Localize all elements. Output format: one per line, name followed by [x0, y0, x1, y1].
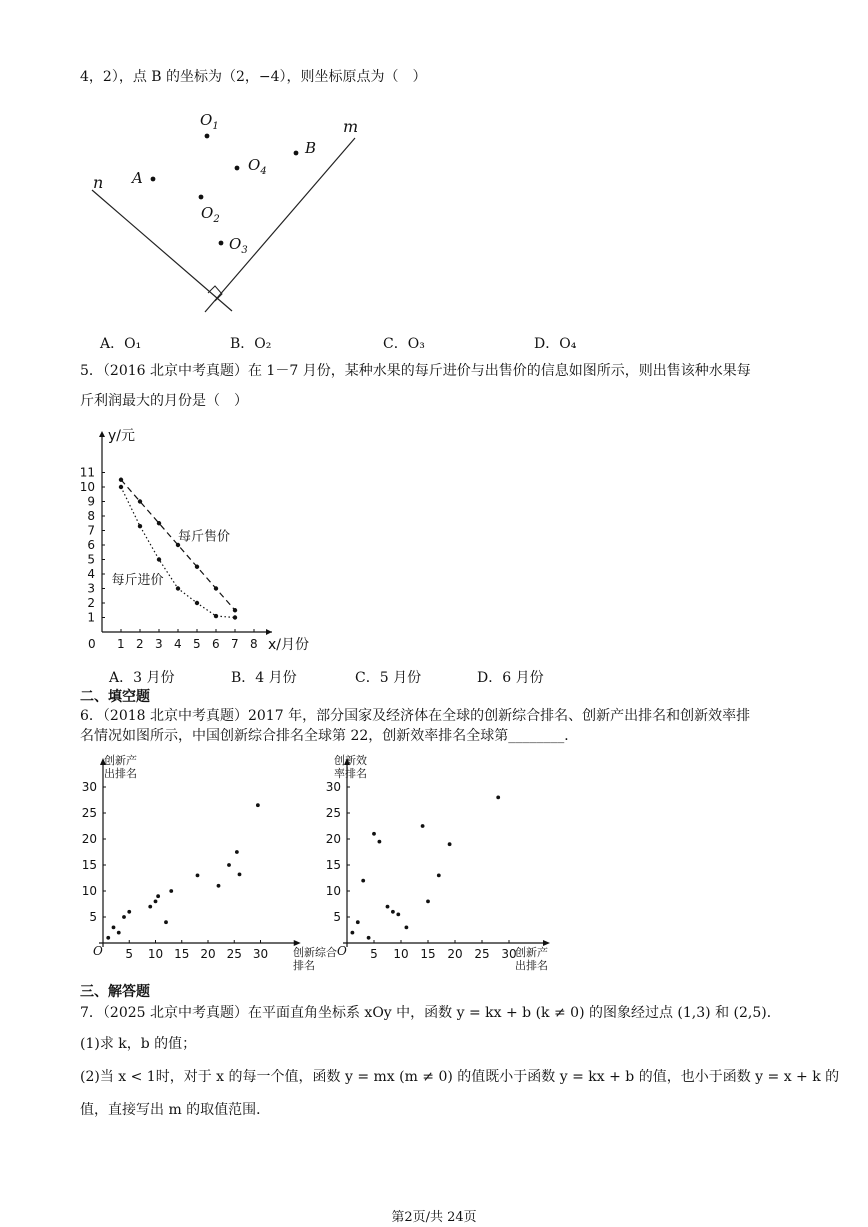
scatter-point	[148, 905, 152, 909]
y-tick-label: 8	[87, 509, 95, 523]
right-angle-mark	[208, 286, 222, 301]
data-point	[214, 614, 218, 618]
data-point	[138, 499, 142, 503]
q5-option-d: D．6 月份	[477, 670, 544, 686]
q4-option-a: A．O₁	[100, 336, 142, 352]
scatter-point	[196, 874, 200, 878]
scatter-point	[235, 850, 239, 854]
x-tick-label: 5	[370, 947, 378, 961]
x-tick-label: 5	[125, 947, 134, 961]
x-tick-label: 10	[393, 947, 409, 961]
y-tick-label: 9	[87, 494, 95, 509]
y-tick-label: 5	[89, 910, 97, 924]
data-point	[195, 601, 199, 605]
scatter-point	[351, 931, 355, 935]
scatter-point	[256, 803, 260, 807]
x-tick-label: 8	[250, 637, 258, 651]
label-O4: $O_4$	[248, 156, 267, 177]
x-axis-arrow	[266, 629, 272, 635]
y-tick-label: 15	[325, 858, 341, 872]
point-A	[151, 177, 156, 182]
q4-figure	[80, 108, 380, 318]
scatter-point	[386, 905, 390, 909]
y-axis-label: y/元	[108, 428, 136, 444]
scatter-point	[372, 832, 376, 836]
innovation-efficiency-scatter	[320, 750, 560, 980]
label-A: A	[132, 169, 143, 187]
x-tick-label: 6	[212, 637, 220, 651]
data-point	[176, 586, 180, 590]
data-point	[119, 485, 123, 489]
y-tick-label: 1	[87, 610, 95, 625]
scatter-point	[112, 926, 116, 930]
y-tick-label: 20	[81, 832, 97, 846]
q4-option-b: B．O₂	[230, 336, 272, 352]
data-point	[119, 478, 123, 482]
scatter-point	[391, 910, 395, 914]
data-point	[214, 586, 218, 590]
x-tick-label: 2	[136, 637, 144, 651]
scatter-point	[378, 840, 382, 844]
q7-part1: (1)求 k，b 的值；	[80, 1036, 197, 1052]
page-footer: 第2页/共 24页	[391, 1210, 477, 1225]
scatter-point	[426, 900, 430, 904]
scatter-point	[122, 915, 126, 919]
point-B	[294, 151, 299, 156]
x-tick-label: 3	[155, 637, 163, 651]
q4-text: 4，2），点 B 的坐标为（2，−4），则坐标原点为（ ）	[80, 69, 427, 85]
innovation-output-scatter	[80, 750, 337, 980]
point-O1	[205, 134, 210, 139]
section-answer: 三、解答题	[80, 984, 150, 1000]
x-axis-label: x/月份	[268, 637, 310, 653]
scatter-point	[156, 894, 160, 898]
x-axis-label-line1: 创新产	[515, 946, 548, 959]
scatter-point	[396, 913, 400, 917]
y-tick-label: 30	[81, 780, 97, 794]
x-axis-label-line2: 出排名	[515, 959, 548, 972]
q4-option-d: D．O₄	[534, 336, 577, 352]
y-tick-label: 10	[81, 884, 97, 898]
x-tick-label: 25	[226, 947, 242, 961]
x-tick-label: 15	[174, 947, 190, 961]
x-tick-label: 5	[193, 637, 201, 651]
scatter-point	[421, 824, 425, 828]
x-tick-label: 10	[147, 947, 164, 961]
y-axis-label-line1: 创新效	[334, 754, 367, 767]
origin-label: O	[93, 944, 103, 958]
q5-option-b: B．4 月份	[231, 670, 297, 686]
y-tick-label: 3	[87, 581, 95, 596]
y-tick-label: 20	[325, 832, 341, 846]
data-point	[157, 557, 161, 561]
scatter-point	[127, 910, 131, 914]
point-O4	[235, 166, 240, 171]
scatter-point	[405, 926, 409, 930]
x-tick-label: 25	[474, 947, 490, 961]
y-tick-label: 10	[325, 884, 341, 898]
scatter-point	[361, 879, 365, 883]
x-tick-label: 15	[420, 947, 436, 961]
x-tick-label: 1	[117, 637, 125, 651]
y-axis-label-line1: 创新产	[104, 754, 137, 767]
scatter-point	[117, 931, 121, 935]
point-O2	[199, 195, 204, 200]
scatter-point	[217, 884, 221, 888]
scatter-point	[154, 900, 158, 904]
label-O1: $O_1$	[200, 111, 219, 132]
data-point	[195, 565, 199, 569]
x-axis-label-line1: 创新综合	[293, 946, 337, 959]
x-tick-label: 30	[501, 947, 517, 961]
scatter-point	[496, 796, 500, 800]
q7-text-line1: 7．（2025 北京中考真题）在平面直角坐标系 xOy 中，函数 y = kx + b (k ≠ 0) 的图象经过点 (1,3) 和 (2,5)．	[80, 1005, 781, 1021]
data-point	[138, 524, 142, 528]
y-tick-label: 15	[81, 858, 97, 872]
q6-text-line2: 名情况如图所示，中国创新综合排名全球第 22，创新效率排名全球第________．	[80, 728, 579, 744]
y-tick-label: 25	[81, 806, 97, 820]
y-tick-label: 4	[87, 567, 95, 581]
x-axis-label-line2: 排名	[293, 959, 315, 972]
x-tick-label: 30	[252, 947, 269, 961]
y-tick-label: 25	[325, 806, 341, 820]
y-tick-label: 5	[87, 552, 95, 567]
y-tick-label: 6	[87, 538, 95, 552]
data-point	[233, 615, 237, 619]
y-tick-label: 10	[79, 480, 95, 494]
x-tick-label: 20	[200, 947, 216, 961]
q5-text-line2: 斤利润最大的月份是（ ）	[80, 393, 248, 409]
line-m	[205, 138, 355, 312]
scatter-point	[448, 842, 452, 846]
price-line-chart	[80, 425, 320, 655]
scatter-point	[238, 872, 242, 876]
q4-option-c: C．O₃	[383, 336, 425, 352]
x-tick-label: 20	[447, 947, 463, 961]
y-tick-label: 5	[333, 910, 341, 924]
scatter-point	[169, 889, 173, 893]
y-tick-label: 11	[79, 465, 95, 480]
x-tick-label: 0	[88, 637, 96, 651]
x-tick-label: 4	[174, 637, 182, 651]
series-label-2: 每斤进价	[111, 573, 164, 589]
section-fill-in: 二、填空题	[80, 689, 150, 705]
data-point	[233, 608, 237, 612]
point-O3	[219, 241, 224, 246]
label-O2: $O_2$	[201, 204, 220, 225]
q5-text-line1: 5．（2016 北京中考真题）在 1－7 月份，某种水果的每斤进价与出售价的信息如图所示，则出售该种水果每	[80, 363, 751, 379]
label-n: n	[93, 173, 104, 192]
q5-option-a: A．3 月份	[109, 670, 175, 686]
y-axis-label-line2: 出排名	[104, 767, 137, 780]
scatter-point	[367, 936, 371, 940]
q6-text-line1: 6．（2018 北京中考真题）2017 年，部分国家及经济体在全球的创新综合排名、创新产出排名和创新效率排	[80, 708, 751, 724]
origin-label: O	[337, 944, 347, 958]
label-O3: $O_3$	[229, 235, 248, 256]
data-point	[157, 521, 161, 525]
y-tick-label: 7	[87, 523, 95, 538]
y-tick-label: 30	[325, 780, 341, 794]
scatter-point	[227, 863, 231, 867]
label-m: m	[343, 117, 359, 136]
series-label-1: 每斤售价	[178, 529, 231, 545]
q7-part3: 值，直接写出 m 的取值范围．	[80, 1102, 271, 1118]
series-line-2	[121, 487, 235, 618]
x-tick-label: 7	[231, 637, 239, 651]
y-tick-label: 2	[87, 596, 95, 610]
scatter-point	[164, 920, 168, 924]
y-axis-label-line2: 率排名	[334, 767, 367, 780]
scatter-point	[106, 936, 110, 940]
q7-part2: (2)当 x < 1时，对于 x 的每一个值，函数 y = mx (m ≠ 0) 的值既小于函数 y = kx + b 的值，也小于函数 y = x + k 的	[80, 1069, 840, 1085]
label-B: B	[305, 139, 317, 157]
scatter-point	[356, 920, 360, 924]
y-axis-arrow	[99, 431, 105, 437]
q5-option-c: C．5 月份	[355, 670, 422, 686]
scatter-point	[437, 874, 441, 878]
